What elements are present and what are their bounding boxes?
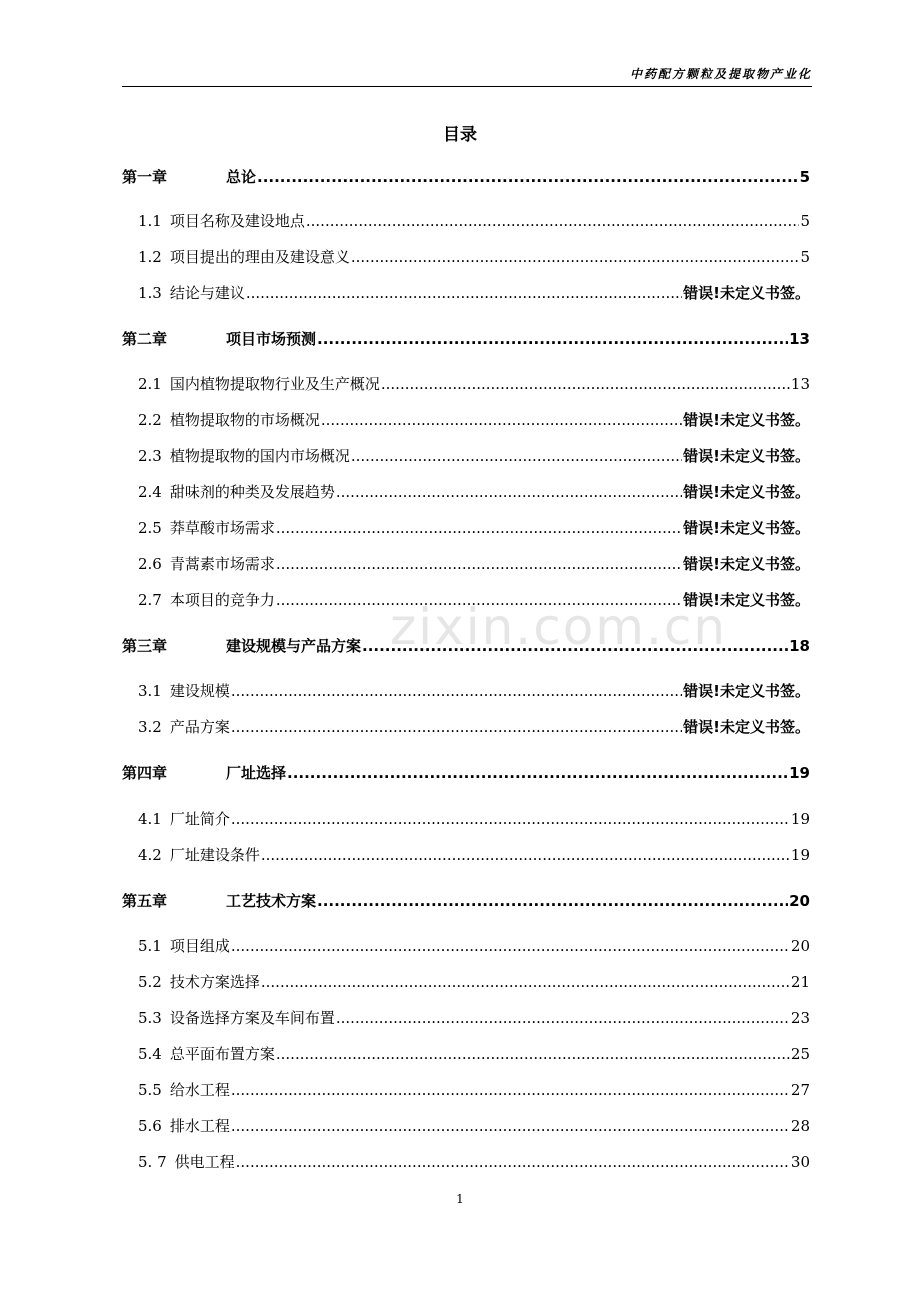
- toc-leader-dots: [261, 973, 790, 991]
- toc-entry-number: 1.2: [138, 248, 162, 266]
- toc-entry-page: 5: [799, 168, 810, 186]
- toc-entry-title: 青蒿素市场需求: [169, 555, 275, 573]
- toc-section-row[interactable]: [122, 589, 810, 613]
- toc-entry-number: 第三章: [122, 637, 168, 655]
- toc-section-row[interactable]: [122, 1079, 810, 1103]
- toc-entry-title: 项目组成: [169, 937, 230, 955]
- toc-leader-dots: [236, 1153, 790, 1171]
- toc-entry-number: 2.7: [138, 591, 162, 609]
- toc-entry-title: 厂址选择: [226, 764, 287, 782]
- toc-section-row[interactable]: [122, 1151, 810, 1175]
- toc-entry-number: 3.2: [138, 718, 162, 736]
- toc-leader-dots: [287, 764, 788, 782]
- toc-leader-dots: [257, 168, 799, 186]
- toc-entry-page: 23: [790, 1009, 810, 1027]
- toc-entry-number: 1.3: [138, 284, 162, 302]
- toc-entry-title: 设备选择方案及车间布置: [169, 1009, 335, 1027]
- toc-leader-dots: [231, 810, 790, 828]
- toc-entry-title: 供电工程: [174, 1153, 235, 1171]
- toc-section-row[interactable]: [122, 517, 810, 541]
- toc-entry-title: 甜味剂的种类及发展趋势: [169, 483, 335, 501]
- toc-entry-title: 项目名称及建设地点: [169, 212, 305, 230]
- toc-entry-page: 13: [790, 375, 810, 393]
- toc-entry-title: 莽草酸市场需求: [169, 519, 275, 537]
- toc-leader-dots: [231, 1117, 790, 1135]
- toc-leader-dots: [381, 375, 790, 393]
- toc-entry-title: 总论: [226, 168, 257, 186]
- toc-entry-number: 第五章: [122, 892, 168, 910]
- toc-entry-page: 20: [790, 937, 810, 955]
- toc-leader-dots: [317, 892, 788, 910]
- toc-entry-title: 工艺技术方案: [226, 892, 317, 910]
- toc-entry-title: 本项目的竞争力: [169, 591, 275, 609]
- toc-chapter-row[interactable]: [122, 890, 810, 914]
- toc-entry-number: 4.2: [138, 846, 162, 864]
- toc-chapter-row[interactable]: [122, 635, 810, 659]
- toc-section-row[interactable]: [122, 246, 810, 270]
- toc-entry-number: 1.1: [138, 212, 162, 230]
- toc-leader-dots: [231, 1081, 790, 1099]
- toc-entry-title: 产品方案: [169, 718, 230, 736]
- toc-entry-page: 错误!未定义书签。: [683, 411, 810, 429]
- toc-entry-number: 第二章: [122, 330, 168, 348]
- toc-entry-number: 2.3: [138, 447, 162, 465]
- toc-entry-page: 错误!未定义书签。: [683, 519, 810, 537]
- toc-section-row[interactable]: [122, 210, 810, 234]
- toc-leader-dots: [231, 937, 790, 955]
- toc-entry-title: 国内植物提取物行业及生产概况: [169, 375, 380, 393]
- toc-entry-number: 2.6: [138, 555, 162, 573]
- toc-entry-title: 建设规模与产品方案: [226, 637, 362, 655]
- toc-leader-dots: [276, 555, 682, 573]
- toc-section-row[interactable]: [122, 373, 810, 397]
- toc-section-row[interactable]: [122, 680, 810, 704]
- toc-entry-page: 5: [800, 212, 810, 230]
- toc-entry-number: 3.1: [138, 682, 162, 700]
- toc-entry-page: 错误!未定义书签。: [683, 284, 810, 302]
- toc-section-row[interactable]: [122, 481, 810, 505]
- toc-entry-title: 项目市场预测: [226, 330, 317, 348]
- header-rule: [122, 86, 812, 87]
- toc-entry-number: 5.1: [138, 937, 162, 955]
- toc-entry-number: 4.1: [138, 810, 162, 828]
- toc-entry-number: 5.5: [138, 1081, 162, 1099]
- toc-title: 目录: [443, 125, 477, 145]
- toc-leader-dots: [351, 447, 682, 465]
- toc-entry-title: 给水工程: [169, 1081, 230, 1099]
- toc-section-row[interactable]: [122, 445, 810, 469]
- toc-entry-number: 5.3: [138, 1009, 162, 1027]
- toc-entry-page: 25: [790, 1045, 810, 1063]
- toc-leader-dots: [276, 1045, 790, 1063]
- toc-entry-title: 植物提取物的市场概况: [169, 411, 320, 429]
- toc-entry-page: 错误!未定义书签。: [683, 591, 810, 609]
- toc-entry-page: 错误!未定义书签。: [683, 483, 810, 501]
- running-header: 中药配方颗粒及提取物产业化: [629, 67, 812, 81]
- toc-entry-page: 19: [790, 810, 810, 828]
- toc-entry-title: 总平面布置方案: [169, 1045, 275, 1063]
- toc-entry-page: 13: [789, 330, 810, 348]
- toc-entry-page: 错误!未定义书签。: [683, 447, 810, 465]
- toc-section-row[interactable]: [122, 716, 810, 740]
- toc-leader-dots: [362, 637, 788, 655]
- toc-entry-page: 错误!未定义书签。: [683, 555, 810, 573]
- toc-leader-dots: [276, 591, 682, 609]
- toc-entry-page: 18: [789, 637, 810, 655]
- toc-entry-number: 5. 7: [138, 1153, 167, 1171]
- toc-entry-page: 错误!未定义书签。: [683, 718, 810, 736]
- page-number: 1: [456, 1192, 464, 1206]
- toc-leader-dots: [231, 718, 682, 736]
- toc-leader-dots: [321, 411, 682, 429]
- toc-section-row[interactable]: [122, 844, 810, 868]
- toc-section-row[interactable]: [122, 1007, 810, 1031]
- toc-entry-number: 2.2: [138, 411, 162, 429]
- toc-chapter-row[interactable]: [122, 328, 810, 352]
- toc-entry-title: 厂址简介: [169, 810, 230, 828]
- toc-entry-page: 20: [789, 892, 810, 910]
- toc-entry-title: 建设规模: [169, 682, 230, 700]
- toc-entry-title: 项目提出的理由及建设意义: [169, 248, 350, 266]
- toc-section-row[interactable]: [122, 971, 810, 995]
- toc-section-row[interactable]: [122, 935, 810, 959]
- toc-section-row[interactable]: [122, 808, 810, 832]
- toc-entry-title: 排水工程: [169, 1117, 230, 1135]
- watermark: zixin.com.cn: [390, 598, 728, 656]
- toc-entry-page: 19: [789, 764, 810, 782]
- toc-leader-dots: [231, 682, 682, 700]
- toc-leader-dots: [336, 1009, 790, 1027]
- toc-section-row[interactable]: [122, 1043, 810, 1067]
- toc-entry-title: 技术方案选择: [169, 973, 260, 991]
- toc-entry-title: 厂址建设条件: [169, 846, 260, 864]
- toc-entry-number: 2.4: [138, 483, 162, 501]
- toc-leader-dots: [317, 330, 788, 348]
- toc-entry-title: 植物提取物的国内市场概况: [169, 447, 350, 465]
- toc-chapter-row[interactable]: [122, 762, 810, 786]
- toc-entry-number: 2.1: [138, 375, 162, 393]
- toc-entry-number: 5.6: [138, 1117, 162, 1135]
- toc-leader-dots: [276, 519, 682, 537]
- toc-entry-page: 错误!未定义书签。: [683, 682, 810, 700]
- toc-entry-number: 5.2: [138, 973, 162, 991]
- toc-entry-page: 30: [790, 1153, 810, 1171]
- toc-section-row[interactable]: [122, 282, 810, 306]
- toc-chapter-row[interactable]: [122, 166, 810, 190]
- toc-section-row[interactable]: [122, 553, 810, 577]
- toc-entry-page: 5: [800, 248, 810, 266]
- toc-entry-number: 5.4: [138, 1045, 162, 1063]
- toc-entry-page: 21: [790, 973, 810, 991]
- toc-leader-dots: [336, 483, 682, 501]
- toc-entry-title: 结论与建议: [169, 284, 245, 302]
- toc-section-row[interactable]: [122, 409, 810, 433]
- toc-leader-dots: [261, 846, 790, 864]
- toc-entry-page: 27: [790, 1081, 810, 1099]
- toc-section-row[interactable]: [122, 1115, 810, 1139]
- toc-leader-dots: [246, 284, 682, 302]
- toc-entry-number: 2.5: [138, 519, 162, 537]
- toc-leader-dots: [306, 212, 800, 230]
- toc-entry-number: 第一章: [122, 168, 168, 186]
- toc-leader-dots: [351, 248, 800, 266]
- toc-entry-page: 28: [790, 1117, 810, 1135]
- toc-entry-number: 第四章: [122, 764, 168, 782]
- toc-entry-page: 19: [790, 846, 810, 864]
